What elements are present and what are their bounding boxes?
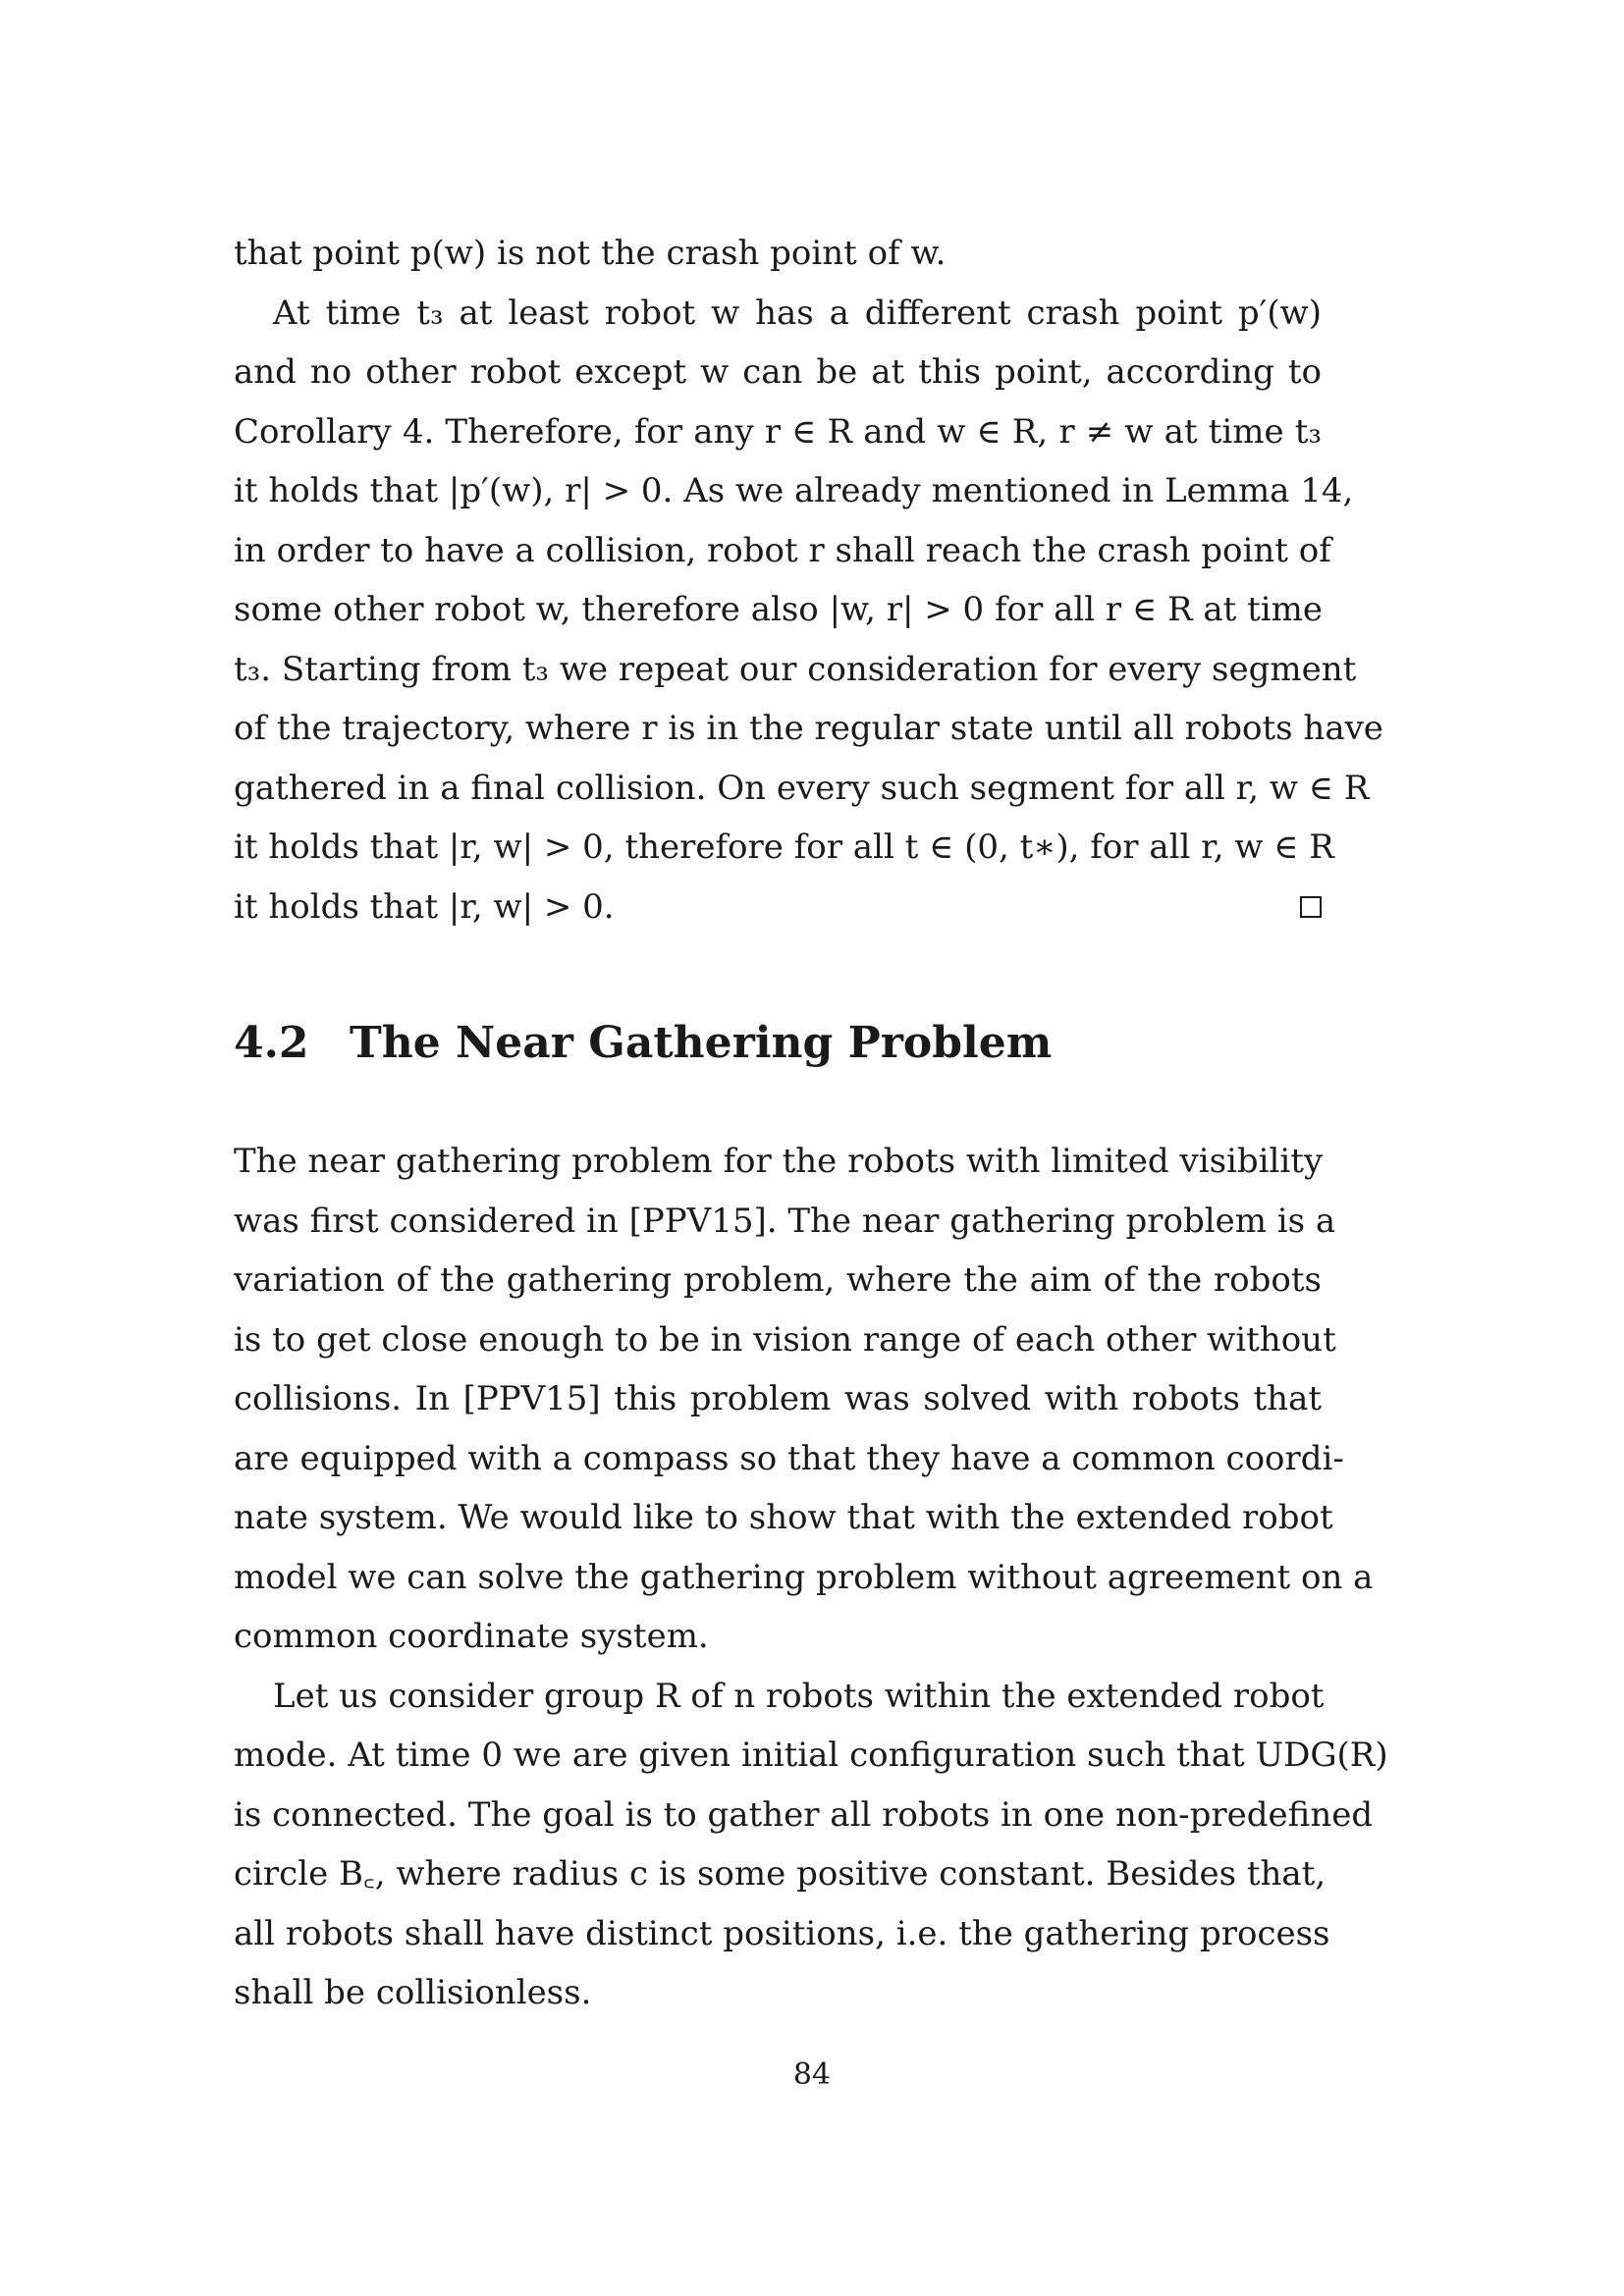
text-line: nate system. We would like to show that with the extended robot <box>234 1498 1333 1537</box>
text-line: collisions. In [PPV15] this problem was solved with robots that <box>234 1379 1322 1418</box>
text-block-top <box>234 224 1383 936</box>
section-title: The Near Gathering Problem <box>350 1018 1053 1068</box>
section-heading <box>234 1018 1052 1068</box>
text-line: t₃. Starting from t₃ we repeat our consideration for every segment <box>234 649 1357 689</box>
section-number: 4.2 <box>234 1018 309 1068</box>
text-line: of the trajectory, where r is in the regular state until all robots have <box>234 709 1383 748</box>
text-line: model we can solve the gathering problem without agreement on a <box>234 1557 1374 1597</box>
text-line: it holds that |r, w| > 0. <box>234 886 615 927</box>
text-line: that point p(w) is not the crash point of w. <box>234 234 947 273</box>
text-line: At time t₃ at least robot w has a different crash point p′(w) <box>273 293 1322 333</box>
page-number: 84 <box>792 2057 832 2092</box>
text-line: Corollary 4. Therefore, for any r ∈ R and w ∈ R, r ≠ w at time t₃ <box>234 411 1322 452</box>
text-line: circle B꜀, where radius c is some positive constant. Besides that, <box>234 1854 1326 1894</box>
text-line: it holds that |r, w| > 0, therefore for all t ∈ (0, t∗), for all r, w ∈ R <box>234 828 1334 867</box>
text-line: and no other robot except w can be at this point, according to <box>234 352 1322 392</box>
text-line: was first considered in [PPV15]. The near gathering problem is a <box>234 1201 1336 1241</box>
text-line: all robots shall have distinct positions, i.e. the gathering process <box>234 1913 1330 1953</box>
text-line: are equipped with a compass so that they have a common coordi- <box>234 1438 1344 1478</box>
text-line: shall be collisionless. <box>234 1973 592 2012</box>
text-block-bottom <box>234 1132 1388 2023</box>
text-line: Let us consider group R of n robots within the extended robot <box>273 1676 1325 1716</box>
text-line: it holds that |p′(w), r| > 0. As we already mentioned in Lemma 14, <box>234 471 1354 510</box>
text-line: is to get close enough to be in vision range of each other without <box>234 1319 1336 1360</box>
text-line: The near gathering problem for the robots with limited visibility <box>234 1142 1324 1181</box>
text-line: variation of the gathering problem, where the aim of the robots <box>234 1260 1322 1300</box>
text-line: in order to have a collision, robot r shall reach the crash point of <box>234 530 1331 570</box>
text-line: common coordinate system. <box>234 1617 709 1656</box>
text-line-with-qed <box>234 878 1322 937</box>
text-line: mode. At time 0 we are given initial configuration such that UDG(R) <box>234 1735 1388 1775</box>
qed-square-icon <box>1300 896 1322 918</box>
text-line: gathered in a final collision. On every such segment for all r, w ∈ R <box>234 768 1370 808</box>
text-line: some other robot w, therefore also |w, r| > 0 for all r ∈ R at time <box>234 590 1323 629</box>
text-line: is connected. The goal is to gather all robots in one non-predefined <box>234 1794 1374 1835</box>
